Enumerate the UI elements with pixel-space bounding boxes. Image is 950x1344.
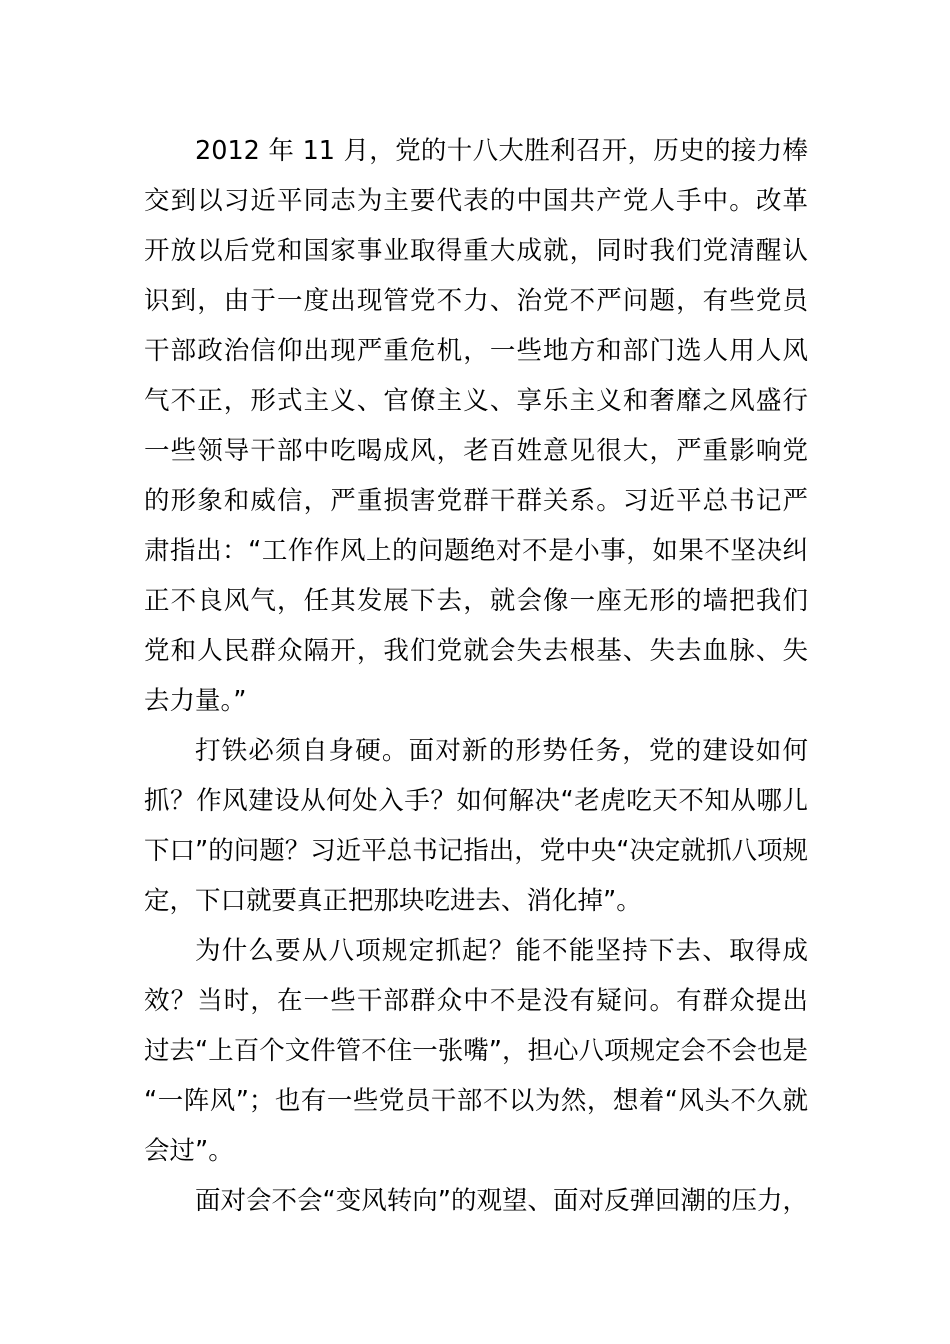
text-line: 正不良风气，任其发展下去，就会像一座无形的墙把我们 [144,586,808,616]
text-line: 打铁必须自身硬。面对新的形势任务，党的建设如何 [195,736,808,766]
text-line: 党和人民群众隔开，我们党就会失去根基、失去血脉、失 [144,636,808,666]
document-body [144,126,808,1226]
paragraph-3 [144,926,808,1176]
text-line: 会过”。 [144,1136,234,1166]
text-line: 开放以后党和国家事业取得重大成就，同时我们党清醒认 [144,236,808,266]
text-line: 一些领导干部中吃喝成风，老百姓意见很大，严重影响党 [144,436,808,466]
text-line: 2012 年 11 月，党的十八大胜利召开，历史的接力棒 [195,136,808,166]
text-line: 肃指出：“工作作风上的问题绝对不是小事，如果不坚决纠 [144,536,808,566]
text-line: 抓？作风建设从何处入手？如何解决“老虎吃天不知从哪儿 [144,786,808,816]
paragraph-1 [144,126,808,726]
paragraph-2 [144,726,808,926]
text-line: 定，下口就要真正把那块吃进去、消化掉”。 [144,886,642,916]
text-line: 下口”的问题？习近平总书记指出，党中央“决定就抓八项规 [144,836,808,866]
text-line: 去力量。” [144,686,247,716]
text-line: 效？当时，在一些干部群众中不是没有疑问。有群众提出 [144,986,808,1016]
text-line: 气不正，形式主义、官僚主义、享乐主义和奢靡之风盛行 [144,386,808,416]
text-line: 识到，由于一度出现管党不力、治党不严问题，有些党员 [144,286,808,316]
text-line: “一阵风”；也有一些党员干部不以为然，想着“风头不久就 [144,1086,808,1116]
text-line: 干部政治信仰出现严重危机，一些地方和部门选人用人风 [144,336,808,366]
text-line: 的形象和威信，严重损害党群干群关系。习近平总书记严 [144,486,808,516]
text-line: 交到以习近平同志为主要代表的中国共产党人手中。改革 [144,186,808,216]
text-line: 为什么要从八项规定抓起？能不能坚持下去、取得成 [195,936,808,966]
text-line: 面对会不会“变风转向”的观望、面对反弹回潮的压力， [195,1186,808,1216]
text-line: 过去“上百个文件管不住一张嘴”，担心八项规定会不会也是 [144,1036,808,1066]
paragraph-4 [144,1176,808,1226]
